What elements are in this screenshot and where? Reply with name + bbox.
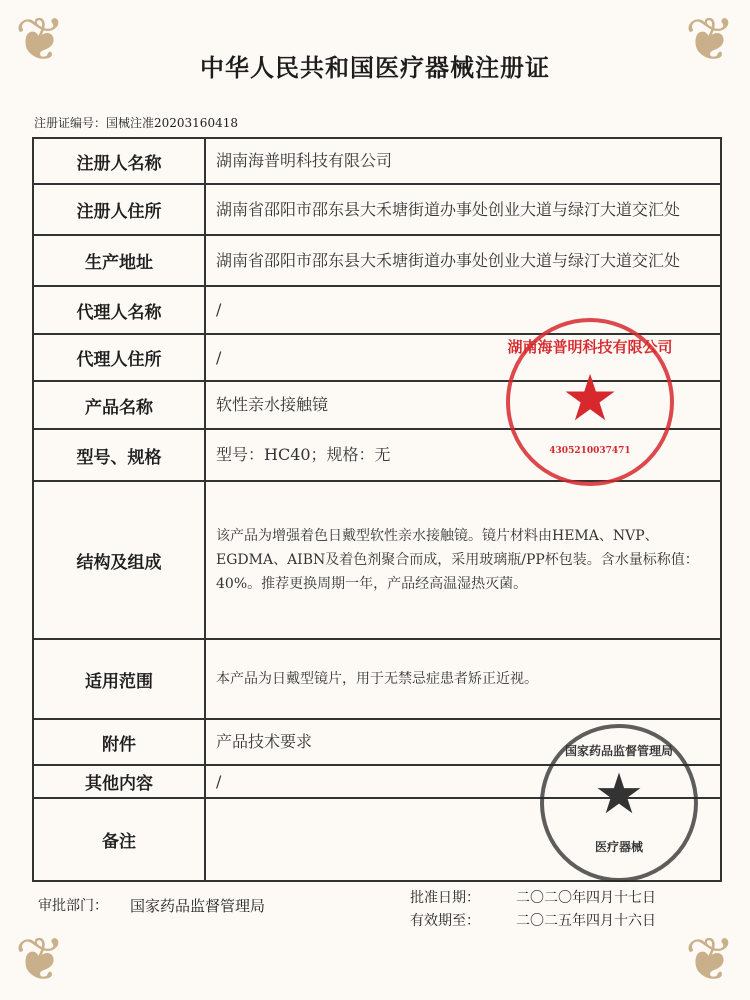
seal-company-name: 湖南海普明科技有限公司: [507, 338, 673, 356]
row-value: 产品技术要求: [205, 719, 721, 765]
row-label: 生产地址: [33, 235, 205, 286]
table-row: [33, 639, 721, 719]
corner-ornament-icon: ❦: [14, 5, 66, 75]
row-label: 注册人住所: [33, 184, 205, 235]
row-label: 其他内容: [33, 765, 205, 798]
agency-seal: [540, 724, 698, 882]
dept-value: 国家药品监督管理局: [130, 897, 266, 915]
row-value: /: [205, 334, 721, 381]
row-label: 结构及组成: [33, 481, 205, 639]
row-label: 产品名称: [33, 381, 205, 429]
row-label: 型号、规格: [33, 429, 205, 481]
seal-agency-sub: 医疗器械: [594, 840, 643, 854]
row-value: 湖南海普明科技有限公司: [205, 138, 721, 184]
row-value: 型号：HC40；规格：无: [205, 429, 721, 481]
table-row: [33, 138, 721, 184]
row-label: 备注: [33, 798, 205, 881]
corner-ornament-icon: ❦: [14, 925, 66, 995]
row-label: 附件: [33, 719, 205, 765]
corner-ornament-icon: ❦: [684, 5, 736, 75]
dept-label: 审批部门：: [38, 898, 108, 914]
table-row: [33, 235, 721, 286]
table-row: [33, 184, 721, 235]
star-icon: ★: [593, 762, 645, 827]
table-row: [33, 481, 721, 639]
row-label: 代理人住所: [33, 334, 205, 381]
valid-date: 二〇二五年四月十六日: [516, 913, 656, 929]
company-seal: [506, 318, 674, 486]
star-icon: ★: [561, 362, 619, 436]
registration-number: 注册证编号：国械注准20203160418: [34, 116, 238, 130]
row-value: 湖南省邵阳市邵东县大禾塘街道办事处创业大道与绿汀大道交汇处: [205, 184, 721, 235]
row-value: 湖南省邵阳市邵东县大禾塘街道办事处创业大道与绿汀大道交汇处: [205, 235, 721, 286]
corner-ornament-icon: ❦: [684, 925, 736, 995]
row-value: /: [205, 765, 721, 798]
seal-number: 4305210037471: [549, 446, 631, 456]
row-label: 代理人名称: [33, 286, 205, 334]
row-label: 适用范围: [33, 639, 205, 719]
row-value: /: [205, 286, 721, 334]
row-value: 软性亲水接触镜: [205, 381, 721, 429]
row-value: 该产品为增强着色日戴型软性亲水接触镜。镜片材料由HEMA、NVP、EGDMA、AIBN及着色剂聚合而成，采用玻璃瓶/PP杯包装。含水量标称值：40%。推荐更换周期一年，产品经高温湿热灭菌。: [205, 481, 721, 639]
seal-agency-name: 国家药品监督管理局: [564, 744, 673, 758]
approve-label: 批准日期：: [410, 890, 480, 906]
valid-label: 有效期至：: [410, 913, 480, 929]
row-value: 本产品为日戴型镜片，用于无禁忌症患者矫正近视。: [205, 639, 721, 719]
row-label: 注册人名称: [33, 138, 205, 184]
approve-date: 二〇二〇年四月十七日: [516, 890, 656, 906]
page-title: 中华人民共和国医疗器械注册证: [200, 53, 550, 82]
